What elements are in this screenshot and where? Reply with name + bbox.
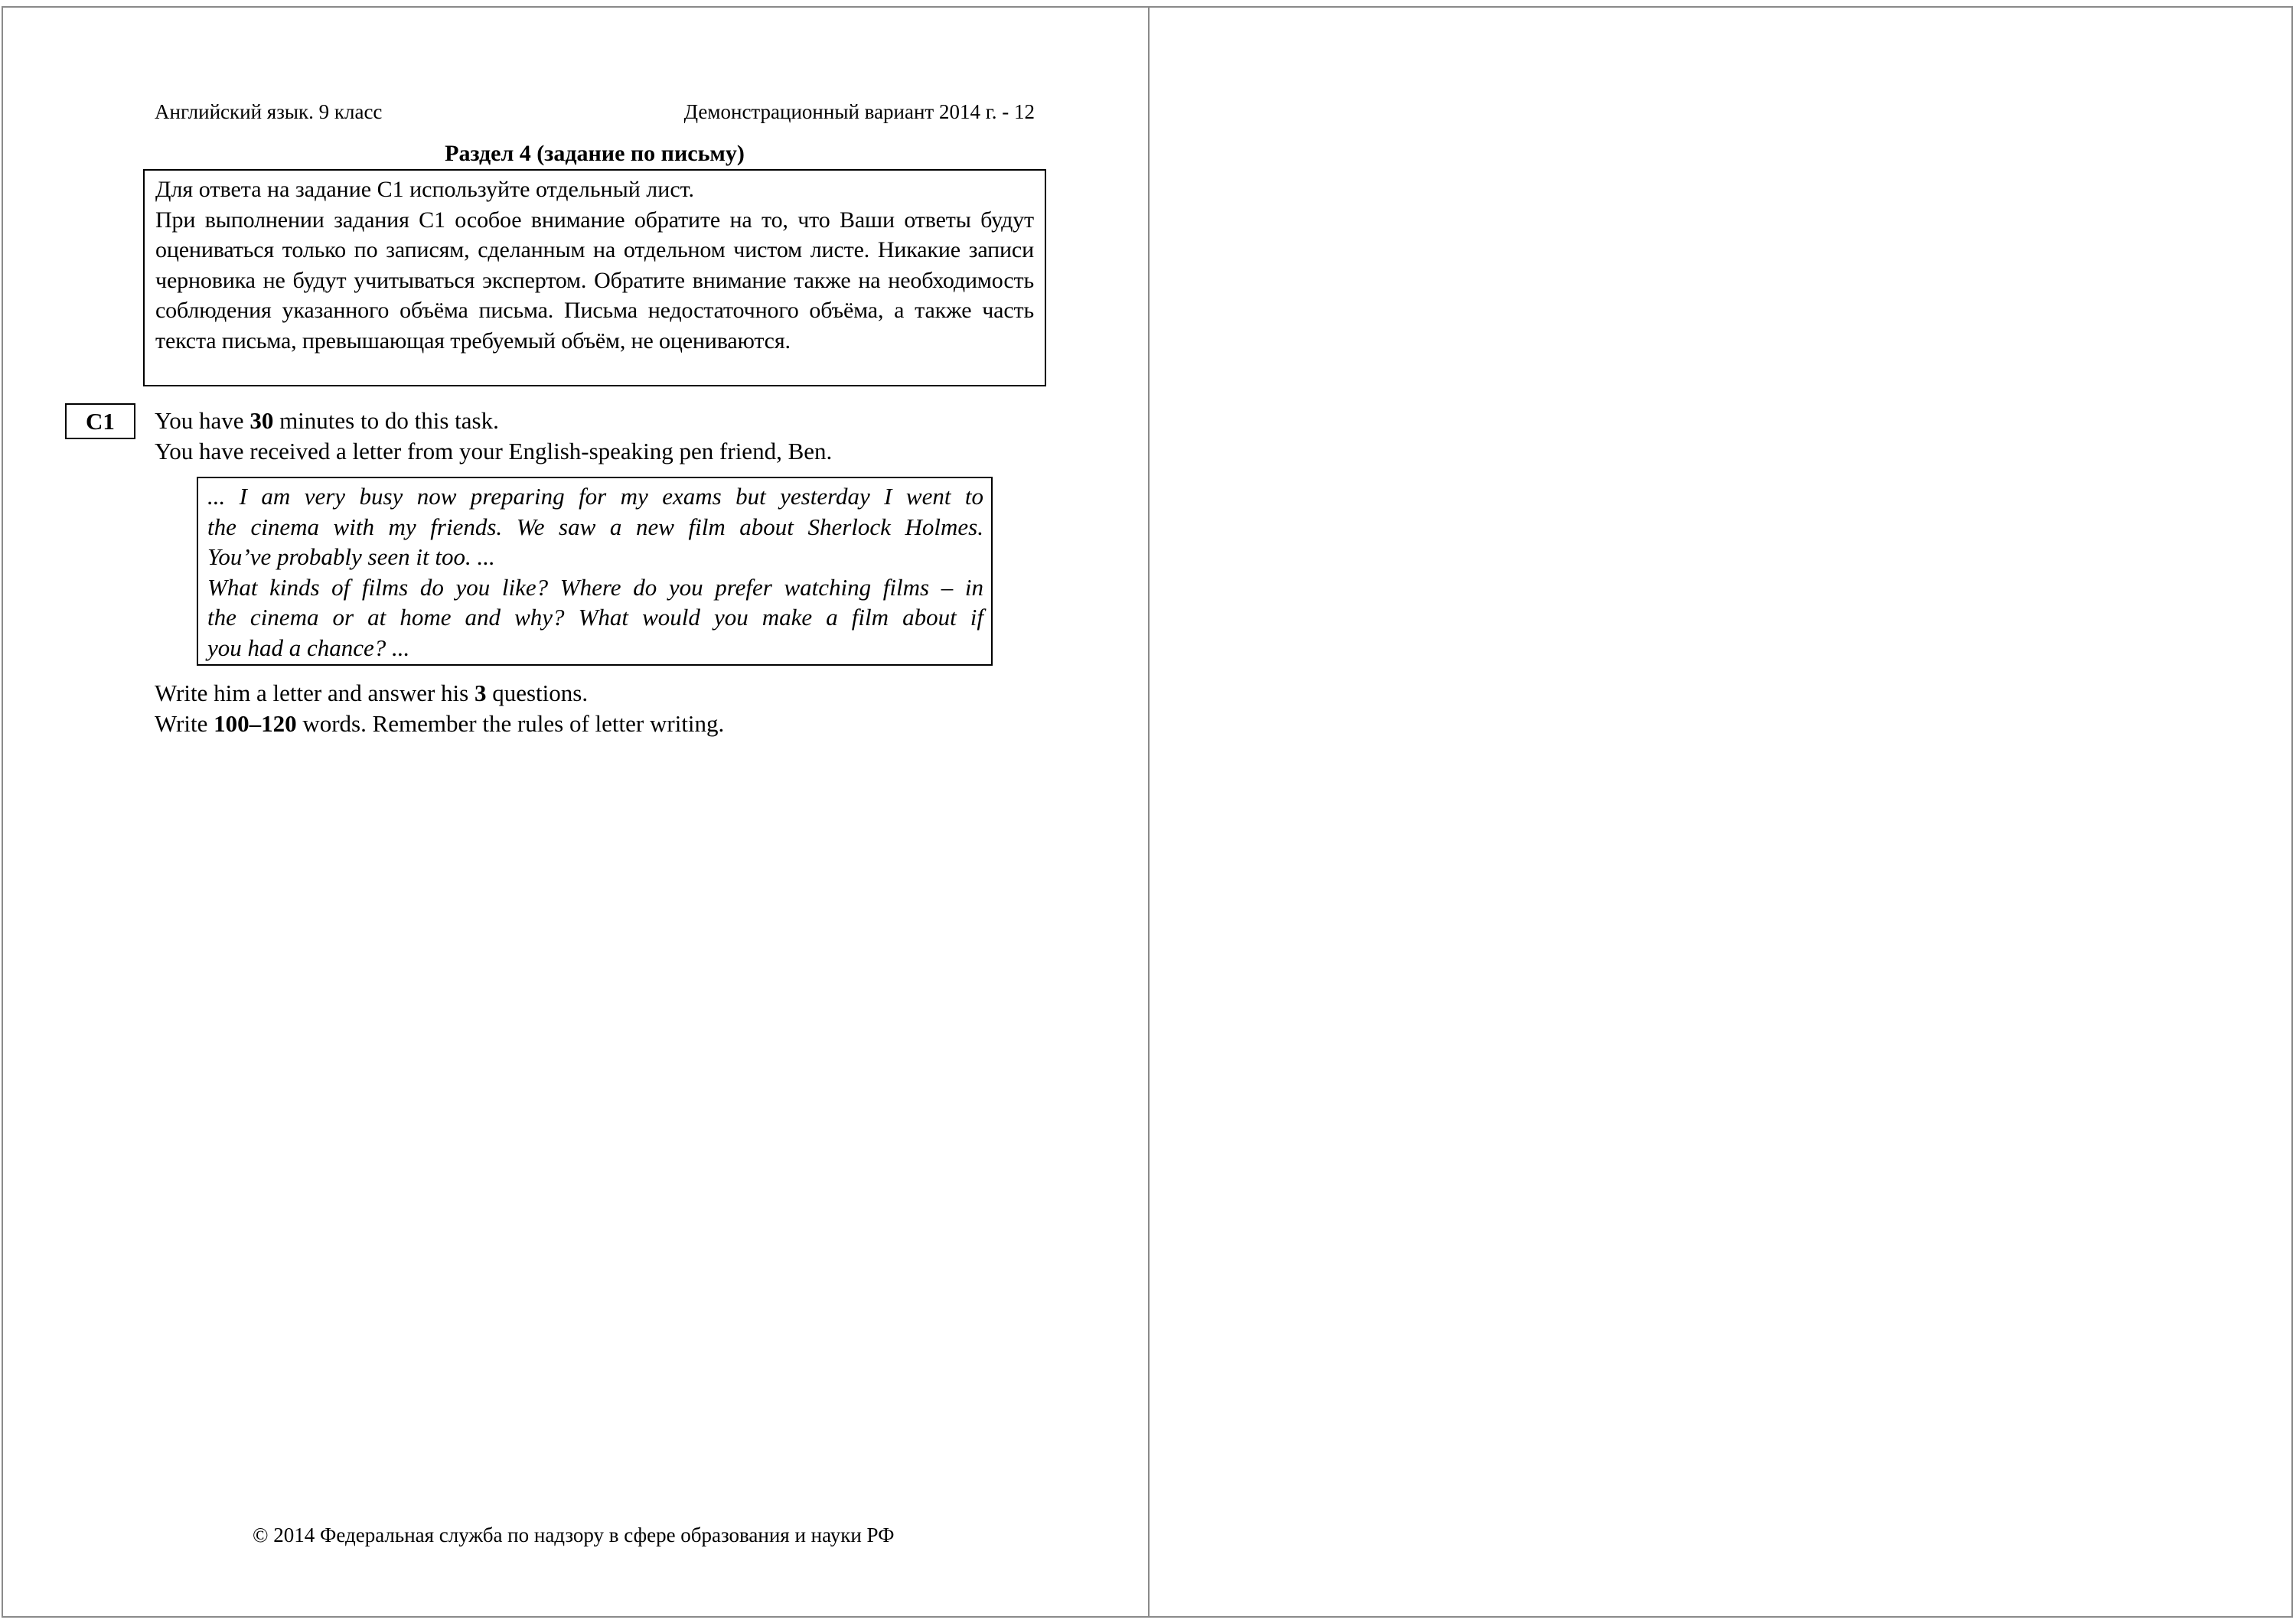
task-time-line: You have 30 minutes to do this task.: [155, 407, 499, 434]
instructions-paragraph: При выполнении задания С1 особое внимание обратите на то, что Ваши ответы будут оцениваться только по записям, сделанным на отдельном чистом листе. Никакие записи черновика не будут учитываться экспертом. Обратите внимание также на необходимость соблюдения указанного объёма письма. Письма недостаточного объёма, а также часть текста письма, превышающая требуемый объём, не оцениваются.: [155, 207, 1034, 354]
task-id-badge: С1: [65, 403, 135, 439]
task-answer-line: Write him a letter and answer his 3 questions.: [155, 680, 589, 706]
task-intro: [155, 406, 832, 467]
letter-line: You’ve probably seen it too. ...: [207, 543, 495, 570]
blank-right-page: [1150, 8, 2293, 1616]
task-time-value: 30: [249, 407, 274, 434]
letter-line: the cinema with my friends. We saw a new film about Sherlock Holmes.: [207, 513, 983, 540]
instructions-box: [143, 169, 1046, 386]
letter-line: you had a chance? ...: [207, 634, 410, 661]
task-words-line: Write 100–120 words. Remember the rules of letter writing.: [155, 710, 725, 737]
task-received-line: You have received a letter from your English-speaking pen friend, Ben.: [155, 438, 833, 464]
task-question-count: 3: [474, 680, 487, 706]
task-word-range: 100–120: [214, 710, 297, 737]
section-title: Раздел 4 (задание по письму): [445, 141, 745, 166]
letter-line: ... I am very busy now preparing for my exams but yesterday I went to: [207, 483, 983, 510]
header-variant: Демонстрационный вариант 2014 г. - 12: [683, 100, 1035, 123]
header-subject: Английский язык. 9 класс: [155, 100, 383, 123]
footer-copyright: © 2014 Федеральная служба по надзору в сфере образования и науки РФ: [253, 1524, 895, 1546]
letter-line: What kinds of films do you like? Where do you prefer watching films – in: [207, 573, 983, 601]
letter-line: the cinema or at home and why? What would you make a film about if: [207, 604, 983, 631]
letter-excerpt-box: [197, 477, 993, 666]
instructions-line: Для ответа на задание С1 используйте отдельный лист.: [155, 177, 694, 202]
task-outro: [155, 678, 724, 739]
